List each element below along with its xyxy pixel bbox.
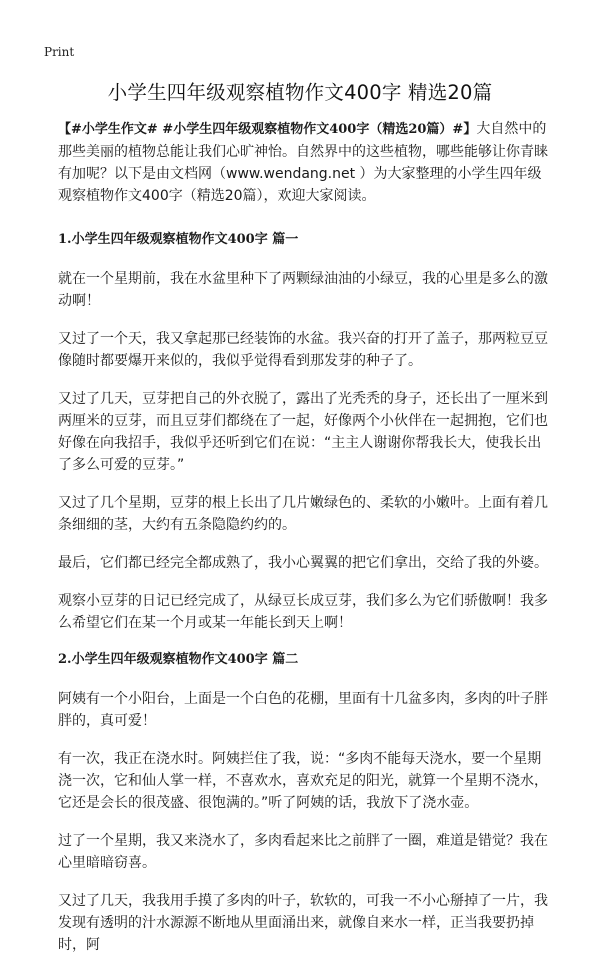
paragraph: 又过了一个天，我又拿起那已经装饰的水盆。我兴奋的打开了盖子，那两粒豆豆像随时都要爆开来似的，我似乎觉得看到那发芽的种子了。 bbox=[58, 331, 548, 369]
paragraph: 又过了几天，我我用手摸了多肉的叶子，软软的，可我一不小心掰掉了一片，我发现有透明的汁水源源不断地从里面涌出来，就像自来水一样，正当我要扔掉时，阿 bbox=[58, 893, 548, 953]
intro-paragraph bbox=[58, 118, 550, 207]
article-body bbox=[58, 118, 550, 972]
paragraph: 就在一个星期前，我在水盆里种下了两颗绿油油的小绿豆，我的心里是多么的激动啊！ bbox=[58, 271, 548, 309]
section-heading: 2.小学生四年级观察植物作文400字 篇二 bbox=[58, 652, 299, 667]
section-1 bbox=[58, 230, 550, 634]
section-heading: 1.小学生四年级观察植物作文400字 篇一 bbox=[58, 232, 299, 247]
intro-bold-lead: 【#小学生作文# #小学生四年级观察植物作文400字（精选20篇）#】 bbox=[58, 122, 477, 137]
paragraph: 最后，它们都已经完全都成熟了，我小心翼翼的把它们拿出，交给了我的外婆。 bbox=[58, 555, 548, 571]
section-2 bbox=[58, 650, 550, 956]
paragraph: 又过了几个星期，豆芽的根上长出了几片嫩绿色的、柔软的小嫩叶。上面有着几条细细的茎，大约有五条隐隐约约的。 bbox=[58, 495, 548, 533]
paragraph: 观察小豆芽的日记已经完成了，从绿豆长成豆芽，我们多么为它们骄傲啊！我多么希望它们在某一个月或某一年能长到天上啊！ bbox=[58, 593, 548, 631]
print-label[interactable]: Print bbox=[44, 45, 75, 59]
page-title: 小学生四年级观察植物作文400字 精选20篇 bbox=[107, 81, 493, 104]
paragraph: 有一次，我正在浇水时。阿姨拦住了我，说：“多肉不能每天浇水，要一个星期浇一次，它和仙人掌一样，不喜欢水，喜欢充足的阳光，就算一个星期不浇水，它还是会长的很茂盛、很饱满的。”听了阿姨的话，我放下了浇水壶。 bbox=[58, 751, 548, 811]
paragraph: 过了一个星期，我又来浇水了，多肉看起来比之前胖了一圈，难道是错觉？我在心里暗暗窃喜。 bbox=[58, 833, 548, 871]
paragraph: 阿姨有一个小阳台，上面是一个白色的花棚，里面有十几盆多肉，多肉的叶子胖胖的，真可爱！ bbox=[58, 691, 548, 729]
paragraph: 又过了几天，豆芽把自己的外衣脱了，露出了光秃秃的身子，还长出了一厘米到两厘米的豆芽，而且豆芽们都绕在了一起，好像两个小伙伴在一起拥抱，它们也好像在向我招手，我似乎还听到它们在说：“主主人谢谢你帮我长大，使我长出了多么可爱的豆芽。” bbox=[58, 391, 548, 473]
intro-text: 大自然中的那些美丽的植物总能让我们心旷神怡。自然界中的这些植物，哪些能够让你青睐有加呢？以下是由文档网（www.wendang.net ）为大家整理的小学生四年级观察植物作文400字（精选20篇），欢迎大家阅读。 bbox=[58, 121, 548, 204]
